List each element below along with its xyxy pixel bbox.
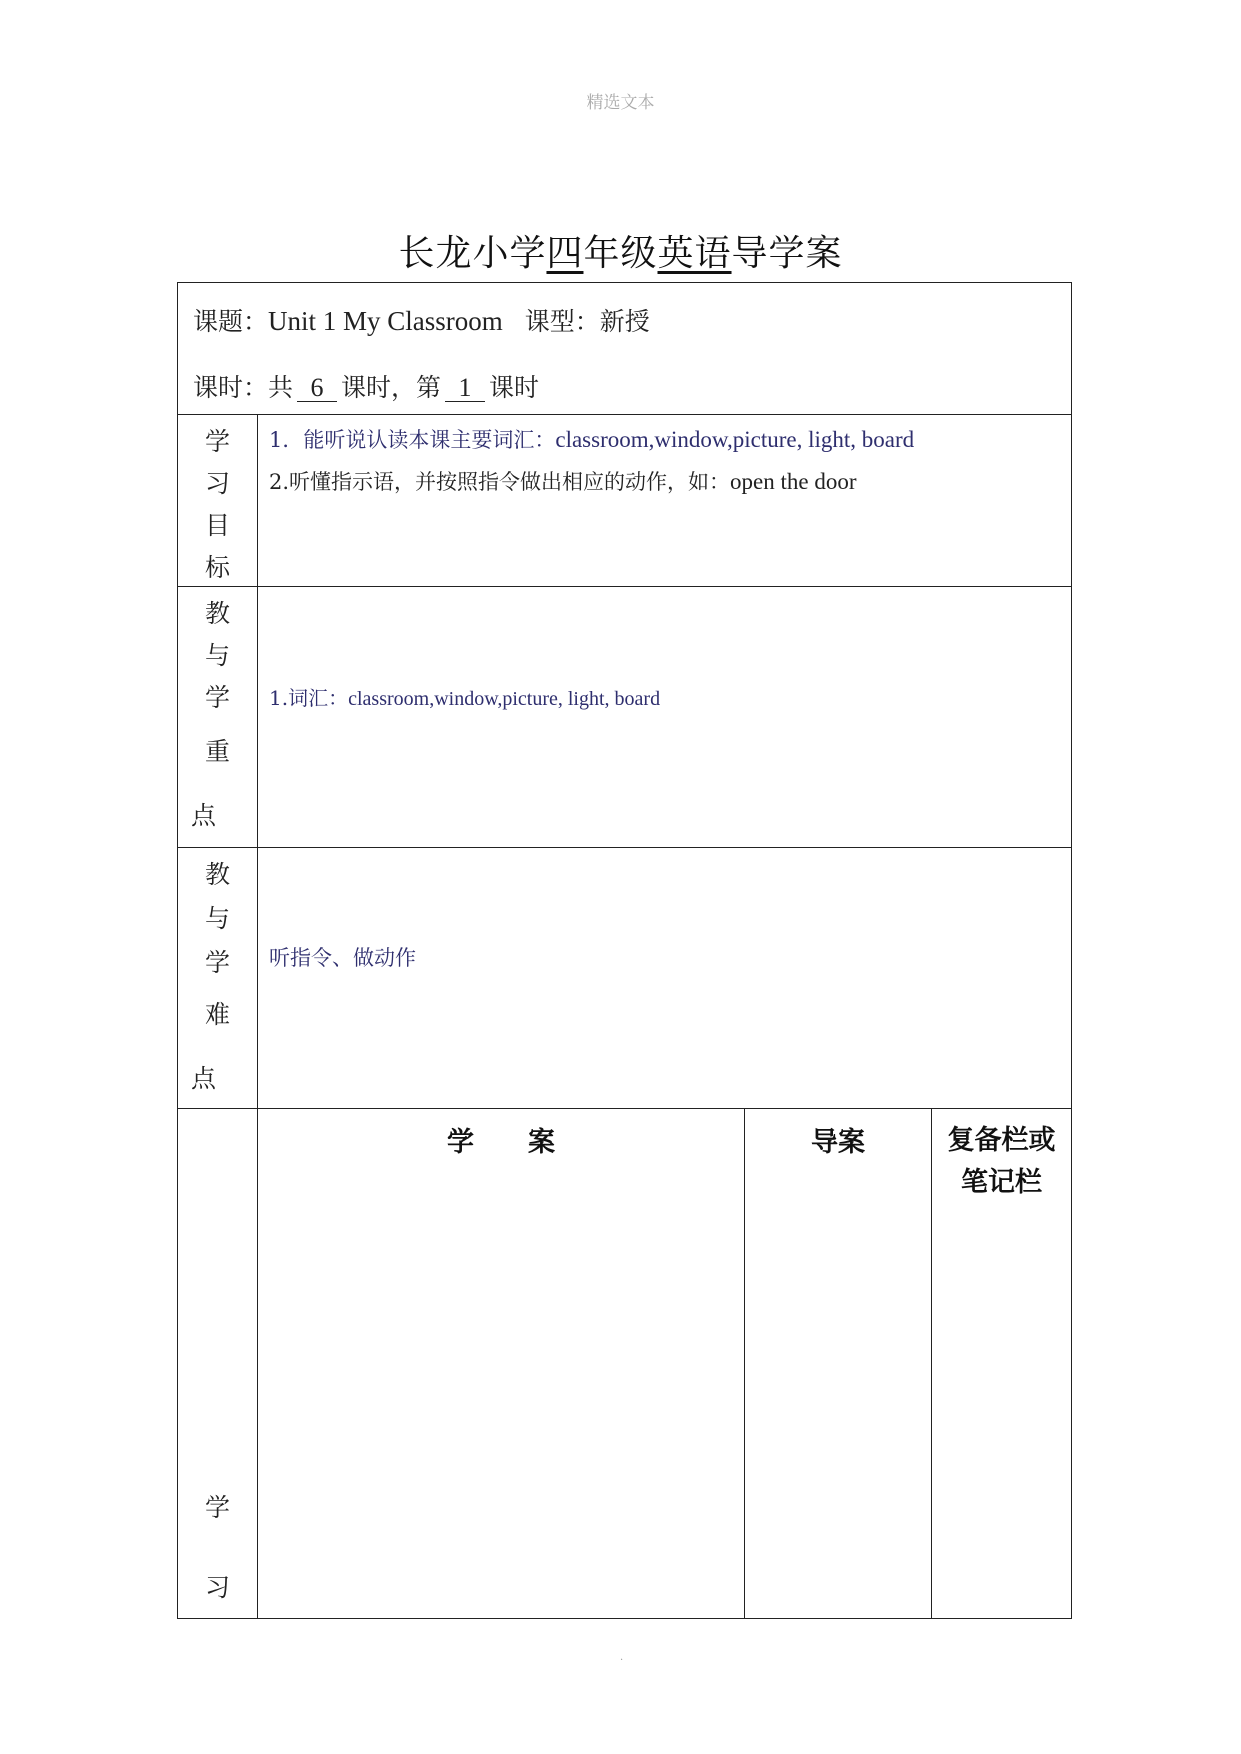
title-school: 长龙小学 (398, 233, 547, 274)
process-label-char: 习 (205, 1573, 231, 1602)
goals-label-char: 习 (205, 469, 231, 498)
period-mid: 课时，第 (341, 373, 442, 402)
key-points-label-char: 教 (205, 599, 231, 628)
difficulties-label-char: 与 (205, 904, 231, 933)
key-points-label-char: 学 (205, 683, 231, 712)
table-border-top (177, 282, 1072, 283)
topic-label: 课题： (193, 307, 269, 336)
goal-item-2-cn: 2.听懂指示语，并按照指令做出相应的动作，如： (269, 470, 731, 494)
study-plan-header: 学 案 (447, 1127, 555, 1158)
goals-label-char: 标 (205, 553, 231, 582)
key-points-label-char: 与 (205, 641, 231, 670)
title-grade: 四 (546, 233, 584, 274)
goal-item-2 (269, 466, 857, 496)
difficulties-label-char: 教 (205, 860, 231, 889)
process-label-char: 学 (205, 1493, 231, 1522)
goals-label-char: 学 (205, 427, 231, 456)
notes-header-line2: 笔记栏 (961, 1167, 1042, 1198)
notes-header-line1: 复备栏或 (947, 1125, 1056, 1156)
key-points-cn: 1.词汇： (269, 686, 349, 710)
label-column-divider (257, 414, 258, 1619)
topic-value: Unit 1 My Classroom (268, 306, 503, 336)
period-prefix: 课时：共 (193, 373, 294, 402)
difficulties-label-char: 学 (205, 948, 231, 977)
key-points-label-char: 点 (191, 801, 217, 830)
period-current: 1 (445, 375, 485, 402)
goals-label-char: 目 (205, 511, 231, 540)
notes-column-header (932, 1120, 1071, 1204)
guide-plan-header: 导案 (811, 1127, 865, 1158)
type-value: 新授 (599, 307, 650, 336)
process-label (177, 1108, 257, 1619)
key-points-label (177, 586, 257, 847)
row-divider (177, 586, 1072, 587)
difficulties-text: 听指令、做动作 (269, 946, 416, 970)
row-divider (177, 414, 1072, 415)
goal-item-1-cn: 1．能听说认读本课主要词汇： (269, 428, 556, 452)
table-border-right (1071, 282, 1072, 1619)
row-divider (177, 1108, 1072, 1109)
footer-mark: . (620, 1652, 624, 1663)
difficulties-label-char: 难 (205, 1000, 231, 1029)
title-grade-suffix: 年级 (583, 233, 658, 274)
column-divider-guide (744, 1108, 745, 1619)
topic-line (193, 302, 650, 338)
key-points-en: classroom,window,picture, light, board (348, 688, 661, 710)
period-total: 6 (297, 375, 337, 402)
type-label: 课型： (524, 307, 600, 336)
lesson-plan-table (177, 282, 1072, 1619)
document-title (0, 225, 1241, 276)
goals-label (177, 414, 257, 586)
difficulties-label (177, 847, 257, 1108)
title-subject: 英语 (657, 233, 732, 274)
table-border-bottom (177, 1618, 1072, 1619)
period-line (193, 368, 539, 404)
key-points-label-char: 重 (205, 737, 231, 766)
header-note: 精选文本 (586, 93, 655, 113)
row-divider (177, 847, 1072, 848)
goal-item-2-en: open the door (730, 469, 857, 494)
goal-item-1-en: classroom,window,picture, light, board (555, 427, 915, 452)
goal-item-1 (269, 424, 914, 454)
period-suffix: 课时 (489, 373, 540, 402)
title-suffix: 导学案 (731, 233, 843, 274)
difficulties-label-char: 点 (191, 1064, 217, 1093)
key-points-text (269, 682, 660, 711)
